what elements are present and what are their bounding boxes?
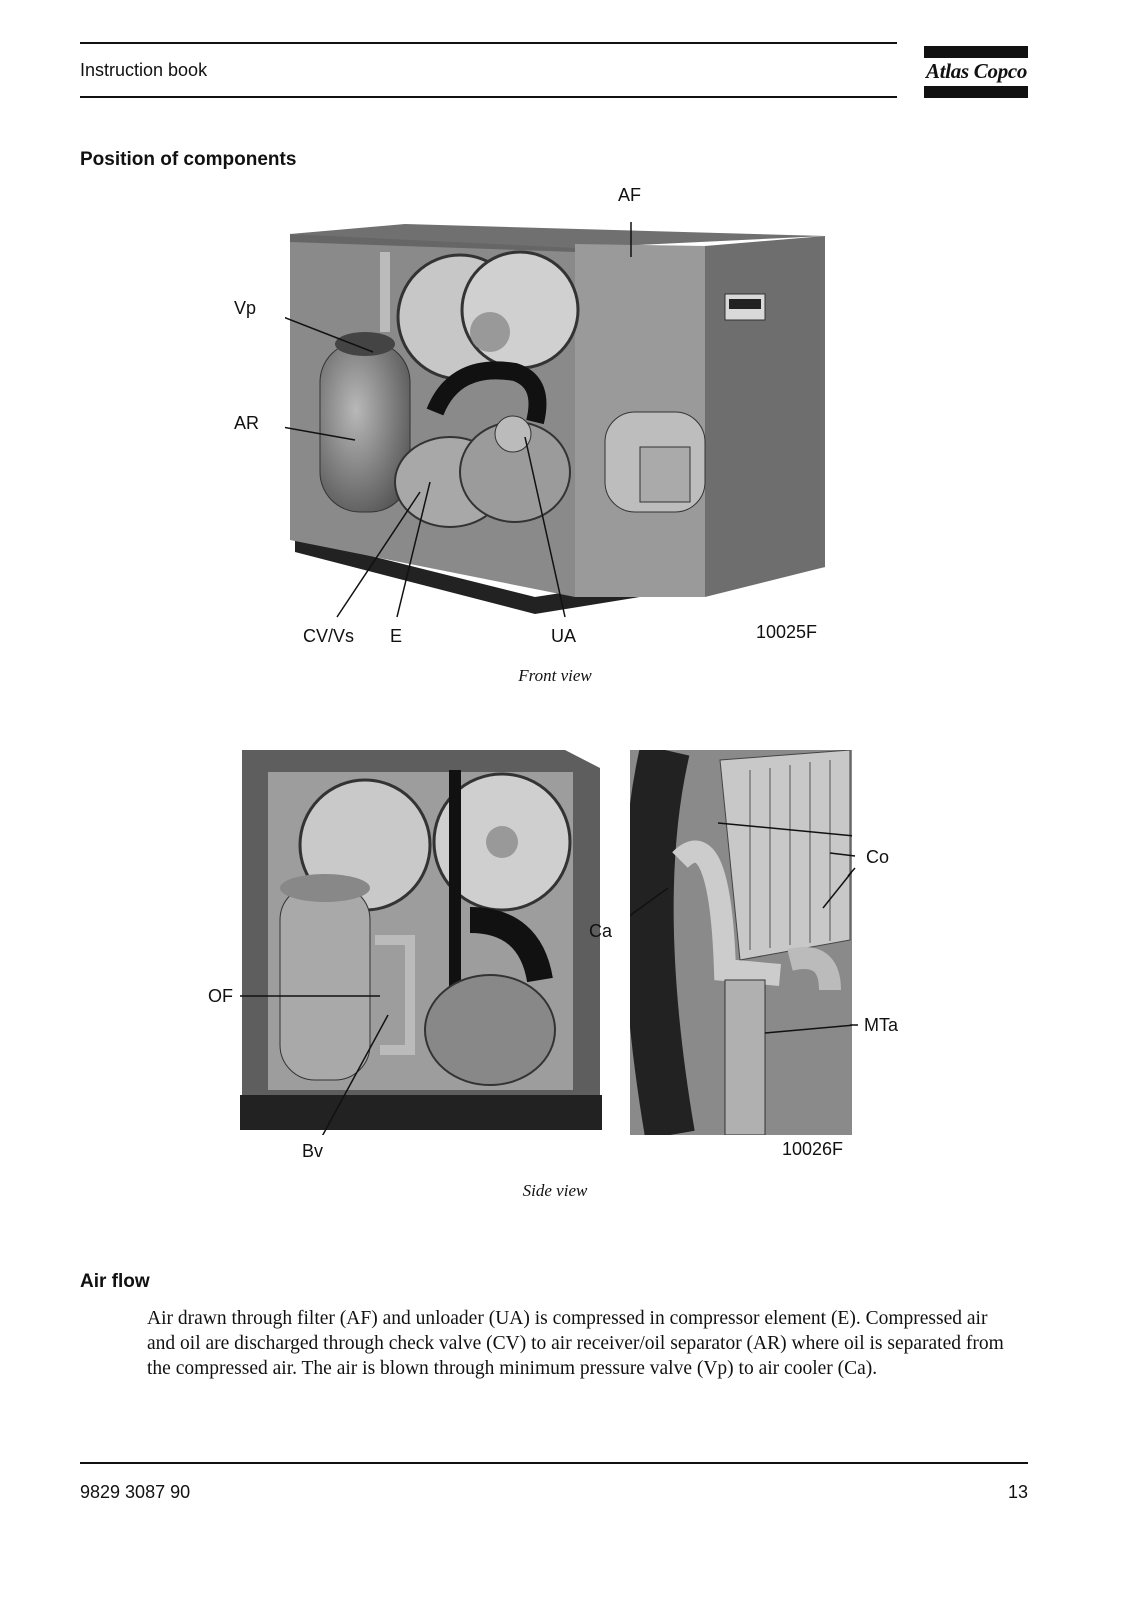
footer-rule (80, 1462, 1028, 1464)
paragraph-line: and oil are discharged through check valve (CV) to air receiver/oil separator (AR) where oil is separated from (147, 1333, 1004, 1354)
label-ca: Ca (589, 921, 613, 941)
footer-doc-number: 9829 3087 90 (80, 1482, 191, 1502)
figure-number-front: 10025F (756, 622, 818, 642)
header-bottom-rule (80, 96, 897, 98)
label-af: AF (618, 185, 642, 205)
paragraph-line: the compressed air. The air is blown through minimum pressure valve (Vp) to air cooler (Ca). (147, 1358, 878, 1379)
footer-page-number: 13 (1008, 1482, 1029, 1502)
label-cvvs: CV/Vs (303, 626, 355, 646)
side-view-photo-left (240, 750, 602, 1135)
label-ar: AR (234, 413, 260, 433)
label-bv: Bv (302, 1141, 324, 1161)
figure-number-side: 10026F (782, 1139, 844, 1159)
front-view-photo (285, 222, 835, 632)
label-e: E (390, 626, 403, 646)
section-heading-air-flow: Air flow (80, 1271, 150, 1292)
label-ua: UA (551, 626, 577, 646)
header-top-rule (80, 42, 897, 44)
label-co: Co (866, 847, 890, 867)
section-heading-position: Position of components (80, 149, 297, 170)
label-of: OF (208, 986, 233, 1006)
air-flow-paragraph (147, 1306, 1037, 1381)
label-vp: Vp (234, 298, 257, 318)
brand-logo-text: Atlas Copco (926, 59, 1028, 83)
header-title: Instruction book (80, 60, 208, 80)
paragraph-line: Air drawn through filter (AF) and unloader (UA) is compressed in compressor element (E). Compressed air (147, 1308, 988, 1329)
label-mta: MTa (864, 1015, 899, 1035)
side-view-leaders (600, 820, 870, 1040)
caption-side-view: Side view (522, 1181, 588, 1200)
caption-front-view: Front view (518, 666, 592, 685)
